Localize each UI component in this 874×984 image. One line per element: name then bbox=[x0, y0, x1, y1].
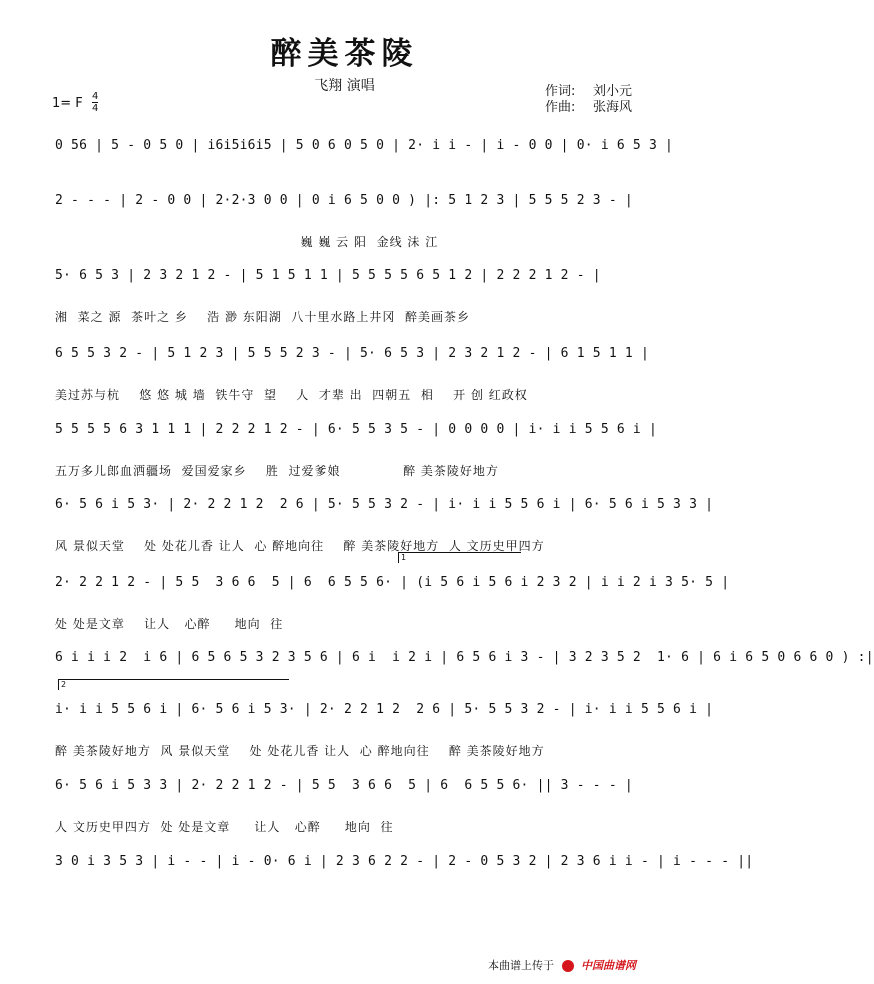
score-line-3 bbox=[55, 268, 640, 325]
lyrics-row: 巍 巍 云 阳 金线 沬 江 bbox=[55, 235, 439, 249]
meter-bottom: 4 bbox=[92, 103, 99, 114]
key-signature: 1= F bbox=[52, 96, 83, 111]
lyrics-row: 人 文历史甲四方 处 处是文章 让人 心醉 地向 往 bbox=[55, 820, 394, 834]
notes-row: 5· 6 5 3 | 2 3 2 1 2 - | 5 1 5 1 1 | 5 5 5 5 6 5 1 2 | 2 2 2 1 2 - | bbox=[55, 268, 601, 283]
score-line-6 bbox=[55, 497, 714, 554]
lyrics-row: 湘 菜之 源 茶叶之 乡 浩 渺 东阳湖 八十里水路上井冈 醉美画茶乡 bbox=[55, 310, 471, 324]
site-name-link[interactable]: 中国曲谱网 bbox=[581, 959, 636, 972]
lyrics-row: 处 处是文章 让人 心醉 地向 往 bbox=[55, 617, 284, 631]
notes-row: 0 56 | 5 - 0 5 0 | i6i5i6i5 | 5 0 6 0 5 0 | 2· i i - | i - 0 0 | 0· i 6 5 3 | bbox=[55, 138, 674, 153]
composer-name: 张海风 bbox=[593, 100, 633, 115]
composer-label: 作曲: bbox=[545, 100, 576, 115]
credits-block bbox=[545, 84, 632, 116]
notes-row: 2 - - - | 2 - 0 0 | 2·2·3 0 0 | 0 i 6 5 0 0 ) |: 5 1 2 3 | 5 5 5 2 3 - | bbox=[55, 193, 633, 208]
notes-row: 6· 5 6 i 5 3 3 | 2· 2 2 1 2 - | 5 5 3 6 6 5 | 6 6 5 5 6· || 3 - - - | bbox=[55, 778, 633, 793]
score-line-7 bbox=[55, 575, 730, 632]
notes-row: 6 i i i 2 i 6 | 6 5 6 5 3 2 3 5 6 | 6 i i 2 i | 6 5 6 i 3 - | 3 2 3 5 2 1· 6 | 6 i 6 5 0 6 6 0 ) :| bbox=[55, 650, 874, 665]
score-line-2 bbox=[55, 193, 640, 250]
score-line-9 bbox=[55, 702, 714, 759]
lyricist-row bbox=[545, 84, 632, 100]
score-line-5 bbox=[55, 422, 657, 479]
score-line-10 bbox=[55, 778, 640, 835]
lyrics-row: 美过苏与杭 悠 悠 城 墙 铁牛守 望 人 才辈 出 四朝五 相 开 创 红政权 bbox=[55, 388, 528, 402]
site-logo-icon bbox=[562, 960, 574, 972]
lyrics-row: 风 景似天堂 处 处花儿香 让人 心 醉地向往 醉 美茶陵好地方 人 文历史甲四方 bbox=[55, 539, 545, 553]
score-line-4 bbox=[55, 346, 649, 403]
upload-footer bbox=[488, 957, 636, 973]
second-ending-bracket: 2 bbox=[58, 679, 289, 690]
time-signature bbox=[92, 91, 98, 114]
footer-text: 本曲谱上传于 bbox=[488, 959, 554, 972]
score-line-1 bbox=[55, 138, 674, 178]
song-title: 醉美茶陵 bbox=[270, 36, 419, 72]
notes-row: 3 0 i 3 5 3 | i - - | i - 0· 6 i | 2 3 6 2 2 - | 2 - 0 5 3 2 | 2 3 6 i i - | i - - - || bbox=[55, 854, 754, 869]
singer-credit: 飞翔 演唱 bbox=[314, 78, 375, 94]
lyrics-row: 五万多儿郎血洒疆场 爱国爱家乡 胜 过爱爹娘 醉 美茶陵好地方 bbox=[55, 464, 499, 478]
score-line-11 bbox=[55, 854, 754, 894]
notes-row: 6 5 5 3 2 - | 5 1 2 3 | 5 5 5 2 3 - | 5· 6 5 3 | 2 3 2 1 2 - | 6 1 5 1 1 | bbox=[55, 346, 649, 361]
notes-row: 2· 2 2 1 2 - | 5 5 3 6 6 5 | 6 6 5 5 6· | (i 5 6 i 5 6 i 2 3 2 | i i 2 i 3 5· 5 | bbox=[55, 575, 730, 590]
first-ending-bracket: 1 bbox=[398, 552, 521, 563]
notes-row: 5 5 5 5 6 3 1 1 1 | 2 2 2 1 2 - | 6· 5 5 3 5 - | 0 0 0 0 | i· i i 5 5 6 i | bbox=[55, 422, 657, 437]
meter-top: 4 bbox=[92, 91, 99, 102]
notes-row: 6· 5 6 i 5 3· | 2· 2 2 1 2 2 6 | 5· 5 5 3 2 - | i· i i 5 5 6 i | 6· 5 6 i 5 3 3 | bbox=[55, 497, 714, 512]
composer-row bbox=[545, 100, 632, 116]
lyricist-name: 刘小元 bbox=[593, 84, 633, 99]
notes-row: i· i i 5 5 6 i | 6· 5 6 i 5 3· | 2· 2 2 1 2 2 6 | 5· 5 5 3 2 - | i· i i 5 5 6 i | bbox=[55, 702, 714, 717]
lyrics-row: 醉 美茶陵好地方 风 景似天堂 处 处花儿香 让人 心 醉地向往 醉 美茶陵好地方 bbox=[55, 744, 545, 758]
lyricist-label: 作词: bbox=[545, 84, 576, 99]
